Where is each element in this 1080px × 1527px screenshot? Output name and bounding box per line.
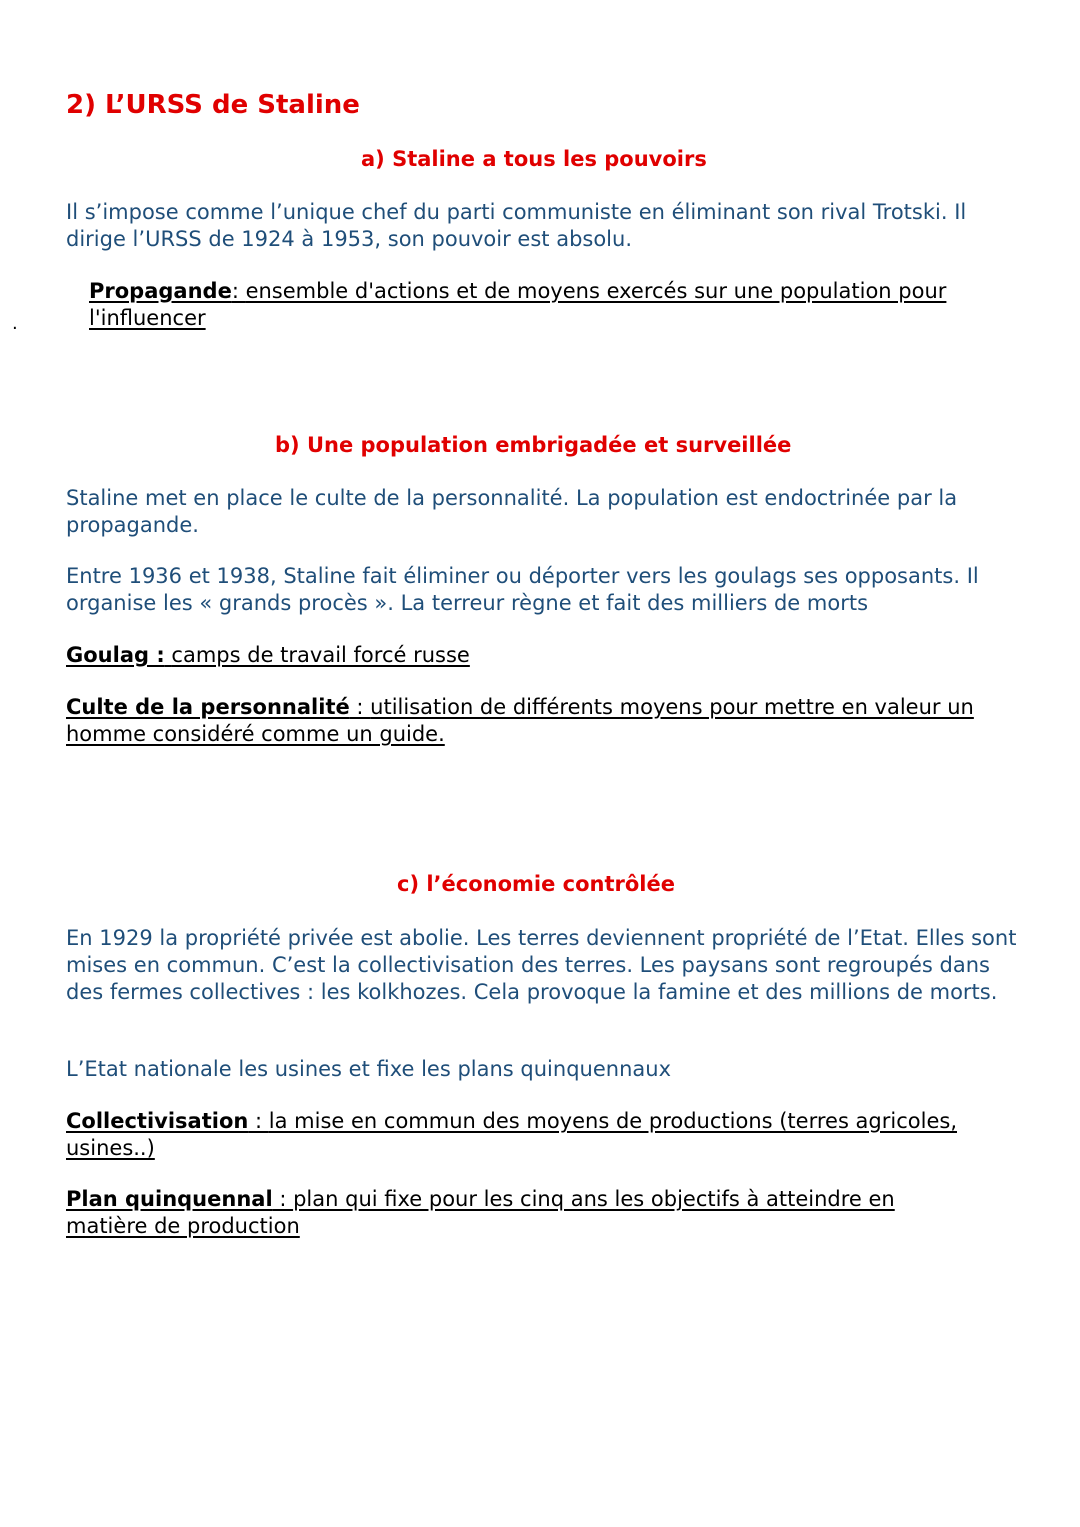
- section-a-paragraph-1: Il s’impose comme l’unique chef du parti communiste en éliminant son rival Trotski. Il dirige l’URSS de 1924 à 1953, son pouvoir est absolu.: [66, 200, 967, 251]
- definition-term: Goulag :: [66, 643, 165, 667]
- definition-text: plan qui fixe pour les cinq ans les objectifs à atteindre en matière de production: [66, 1187, 895, 1238]
- definition-separator: :: [248, 1109, 269, 1133]
- section-b-title: b) Une population embrigadée et surveillée: [275, 433, 792, 457]
- section-c-paragraph-1: En 1929 la propriété privée est abolie. Les terres deviennent propriété de l’Etat. Elles sont mises en commun. C’est la collectivisation des terres. Les paysans sont regroupés dans des fermes collectives : les kolkhozes. Cela provoque la famine et des millions de morts.: [66, 926, 1017, 1004]
- definition-text: camps de travail forcé russe: [171, 643, 470, 667]
- definition-separator: :: [349, 695, 371, 719]
- section-a-title: a) Staline a tous les pouvoirs: [361, 147, 707, 171]
- definition-propagande: [89, 278, 989, 332]
- definition-separator: :: [231, 279, 246, 303]
- definition-plan-quinquennal: [66, 1186, 946, 1240]
- definition-term: Propagande: [89, 279, 232, 303]
- definition-collectivisation: [66, 1108, 1026, 1162]
- definition-goulag: [66, 642, 1026, 669]
- definition-term: Collectivisation: [66, 1109, 249, 1133]
- definition-separator: :: [272, 1187, 294, 1211]
- margin-mark: .: [12, 313, 18, 334]
- section-b-paragraph-2: Entre 1936 et 1938, Staline fait éliminer ou déporter vers les goulags ses opposants. Il organise les « grands procès ». La terreur règne et fait des milliers de morts: [66, 564, 979, 615]
- section-b-paragraph-1: Staline met en place le culte de la personnalité. La population est endoctrinée par la propagande.: [66, 486, 958, 537]
- definition-term: Culte de la personnalité: [66, 695, 350, 719]
- definition-text: utilisation de différents moyens pour mettre en valeur un homme considéré comme un guide.: [66, 695, 974, 746]
- definition-text: la mise en commun des moyens de productions (terres agricoles, usines..): [66, 1109, 957, 1160]
- definition-text: ensemble d'actions et de moyens exercés sur une population pour l'influencer: [89, 279, 947, 330]
- page-title: 2) L’URSS de Staline: [66, 90, 360, 120]
- section-c-paragraph-2: L’Etat nationale les usines et fixe les plans quinquennaux: [66, 1057, 671, 1081]
- definition-culte-personnalite: [66, 694, 1026, 748]
- section-c-title: c) l’économie contrôlée: [397, 872, 675, 896]
- definition-term: Plan quinquennal: [66, 1187, 273, 1211]
